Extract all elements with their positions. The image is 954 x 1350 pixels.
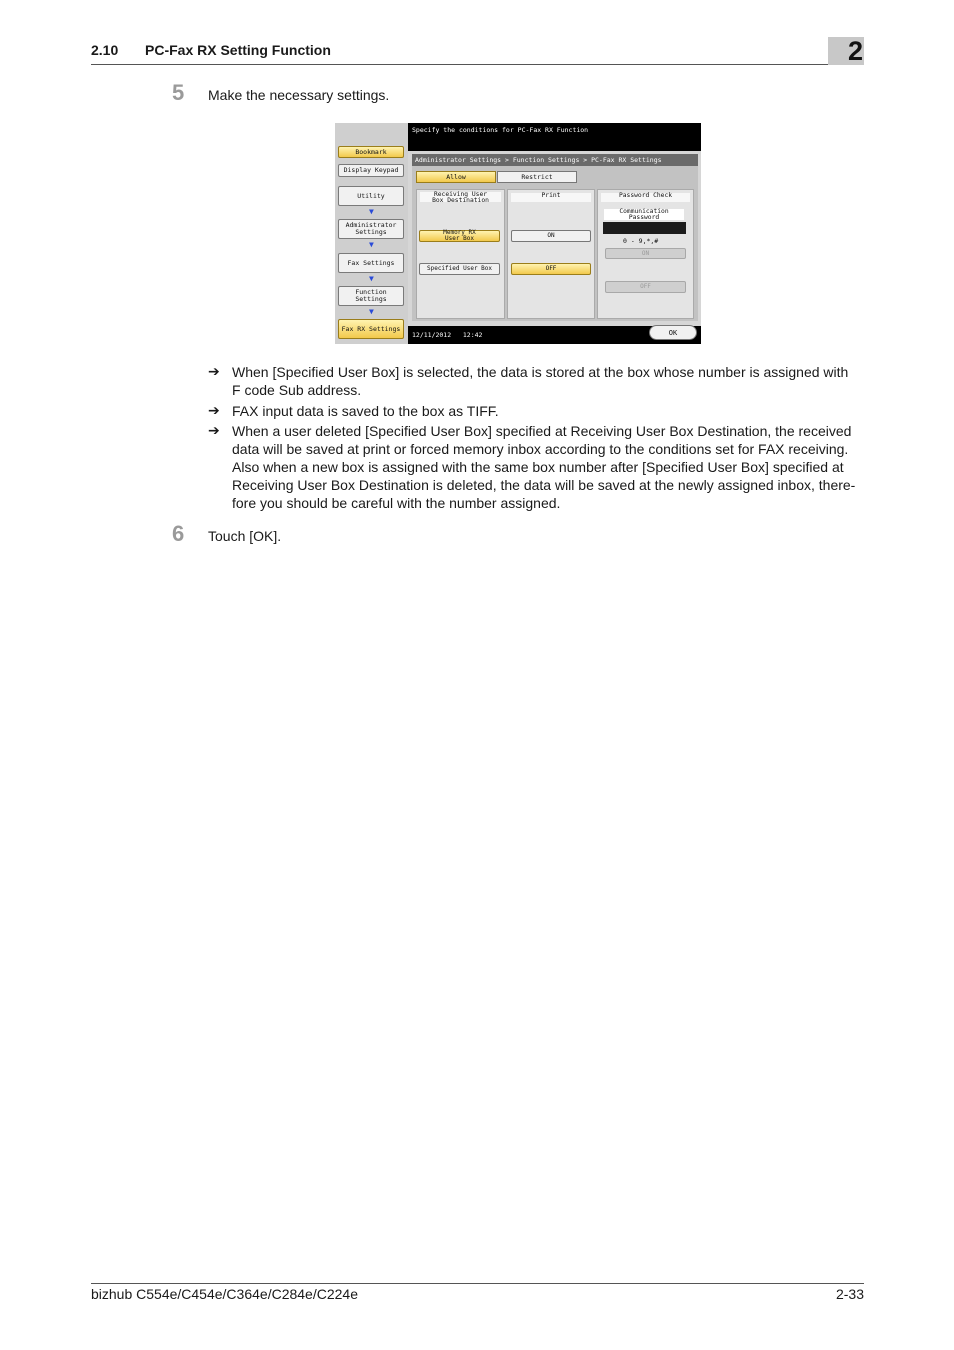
fax-rx-settings-button[interactable] [338,319,404,339]
screen-message: Specify the conditions for PC-Fax RX Function [412,126,589,134]
allow-label: Allow [446,173,466,181]
print-panel [507,189,595,319]
arrow-down-icon: ▼ [369,307,374,316]
date-time: 12/11/2012 12:42 [412,331,483,339]
display-keypad-button[interactable] [338,164,404,177]
communication-password-label: Communication Password [604,209,684,220]
arrow-down-icon: ▼ [369,240,374,249]
arrow-right-icon: ➔ [208,363,220,379]
fax-settings-label: Fax Settings [347,258,395,267]
memory-rx-user-box-button[interactable] [419,230,500,242]
specified-user-box-button[interactable] [419,263,500,275]
step-number: 6 [172,521,185,546]
restrict-label: Restrict [521,173,553,181]
bookmark-label: Bookmark [355,147,387,156]
communication-password-input[interactable] [603,222,686,234]
receiving-user-box-panel [416,189,505,319]
password-check-on-button[interactable] [605,248,686,259]
step-text: Make the necessary settings. [208,87,390,103]
arrow-down-icon: ▼ [369,207,374,216]
print-on-button[interactable] [511,230,591,242]
print-header: Print [511,193,591,202]
memory-rx-user-box-label: Memory RX User Box [443,229,476,242]
footer-models: bizhub C554e/C454e/C364e/C284e/C224e [91,1286,358,1302]
print-on-label: ON [547,232,555,239]
function-settings-label: Function Settings [355,288,387,303]
specified-user-box-label: Specified User Box [426,265,493,272]
note-text: FAX input data is saved to the box as TIFF. [232,403,499,419]
page-number: 2-33 [835,1286,864,1302]
arrow-down-icon: ▼ [369,274,374,283]
breadcrumb: Administrator Settings > Function Settings > PC-Fax RX Settings [415,156,662,164]
utility-button[interactable] [338,186,404,206]
print-off-button[interactable] [511,263,591,275]
step-text: Touch [OK]. [208,528,282,544]
password-check-header: Password Check [601,193,690,202]
section-title: PC-Fax RX Setting Function [145,42,331,58]
arrow-right-icon: ➔ [208,422,220,438]
password-check-off-button[interactable] [605,281,686,293]
administrator-settings-button[interactable] [338,219,404,239]
note-text: When a user deleted [Specified User Box] specified at Receiving User Box Destination, the received data will be saved at print or forced memory inbox according to the conditions set for FAX receiving. Also when a new box is assigned with the same box number after [Specified User Box] specified at Receiving User Box Destination is deleted, the data will be saved at the newly assigned inbox, there- fore you should be careful with the number assigned. [232,423,856,511]
administrator-settings-label: Administrator Settings [345,221,397,236]
bookmark-button[interactable] [338,146,404,158]
allowed-characters: 0 - 9,*,# [623,237,659,245]
ok-label: OK [668,328,678,337]
arrow-right-icon: ➔ [208,402,220,418]
utility-label: Utility [357,191,385,200]
function-settings-button[interactable] [338,286,404,306]
section-number: 2.10 [91,42,119,58]
allow-tab[interactable] [416,171,496,183]
header-rule [91,64,864,65]
restrict-tab[interactable] [497,171,577,183]
receiving-user-box-header: Receiving User Box Destination [420,192,501,202]
note-text: When [Specified User Box] is selected, the data is stored at the box whose number is assigned with F code Sub address. [232,364,849,398]
password-check-on-label: ON [641,249,650,257]
footer-rule [91,1283,864,1284]
ok-button[interactable] [649,325,697,340]
control-panel-screenshot [335,123,701,344]
fax-rx-settings-label: Fax RX Settings [341,324,401,333]
fax-settings-button[interactable] [338,253,404,273]
password-check-off-label: OFF [640,283,651,290]
chapter-number: 2 [848,36,864,66]
print-off-label: OFF [545,265,557,272]
step-number: 5 [172,80,185,105]
display-keypad-label: Display Keypad [343,166,399,174]
